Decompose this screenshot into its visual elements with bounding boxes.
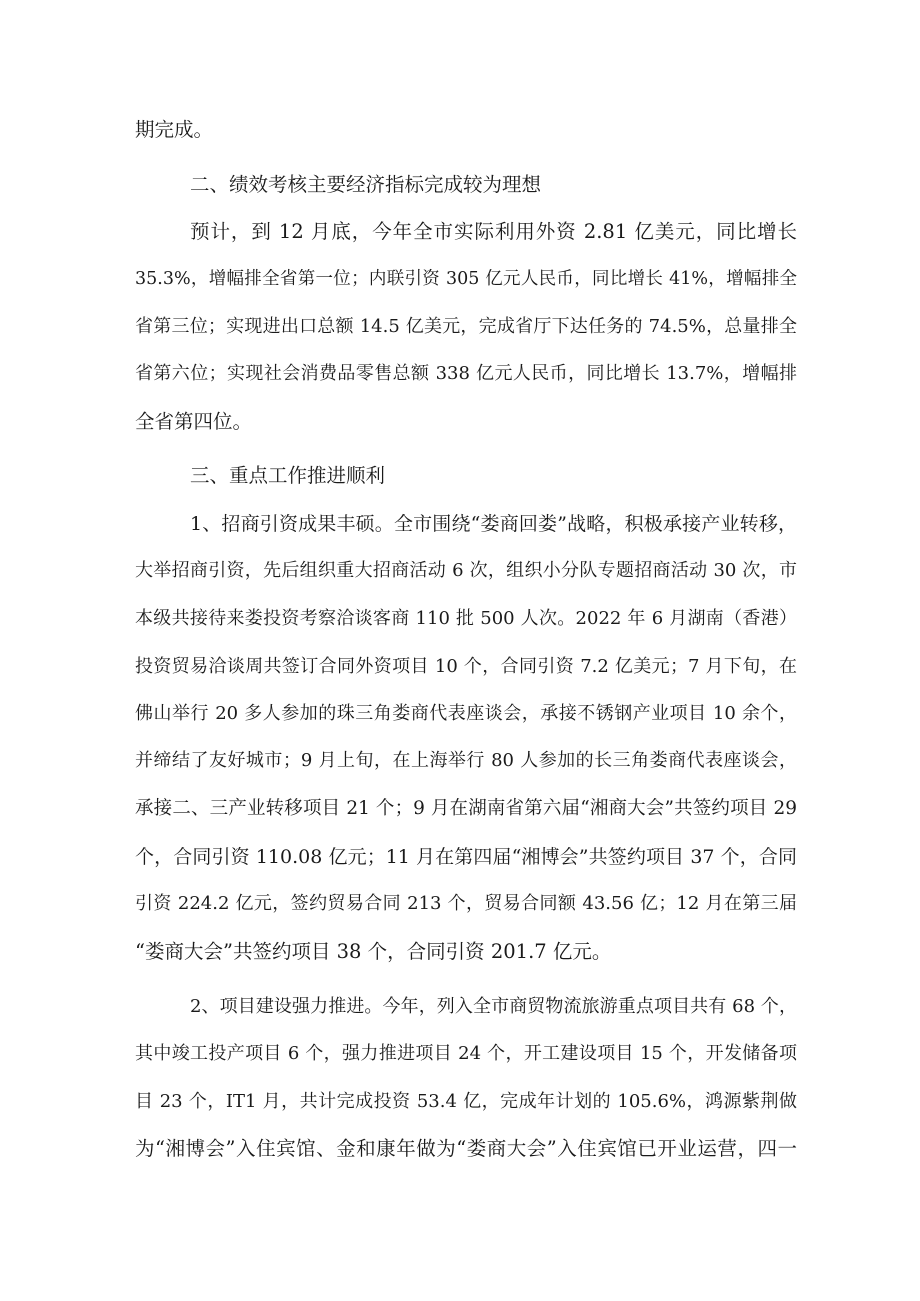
text-line-22: 为“湘博会”入住宾馆、金和康年做为“娄商大会”入住宾馆已开业运营，四一 — [135, 1137, 797, 1160]
text-line-9: 1、招商引资成果丰硕。全市围绕“娄商回娄”战略，积极承接产业转移， — [190, 513, 797, 535]
text-line-19: 2、项目建设强力推进。今年，列入全市商贸物流旅游重点项目共有 68 个， — [190, 996, 797, 1017]
text-line-20: 其中竣工投产项目 6 个，强力推进项目 24 个，开工建设项目 15 个，开发储备项 — [135, 1043, 797, 1064]
text-line-7: 全省第四位。 — [135, 410, 253, 433]
text-line-1: 期完成。 — [135, 118, 214, 141]
text-line-12: 投资贸易洽谈周共签订合同外资项目 10 个，合同引资 7.2 亿美元；7 月下旬，在 — [135, 656, 797, 677]
text-line-5: 省第三位；实现进出口总额 14.5 亿美元，完成省厅下达任务的 74.5%，总量排全 — [135, 316, 797, 337]
text-line-15: 承接二、三产业转移项目 21 个；9 月在湖南省第六届“湘商大会”共签约项目 29 — [135, 798, 797, 819]
text-line-11: 本级共接待来娄投资考察洽谈客商 110 批 500 人次。2022 年 6 月湖南（香港） — [135, 608, 797, 629]
text-line-3: 预计，到 12 月底，今年全市实际利用外资 2.81 亿美元，同比增长 — [190, 220, 797, 243]
text-line-6: 省第六位；实现社会消费品零售总额 338 亿元人民币，同比增长 13.7%，增幅排 — [135, 363, 797, 384]
text-line-4: 35.3%，增幅排全省第一位；内联引资 305 亿元人民币，同比增长 41%，增幅排全 — [135, 269, 797, 289]
text-line-16: 个，合同引资 110.08 亿元；11 月在第四届“湘博会”共签约项目 37 个，合同 — [135, 846, 797, 868]
text-line-10: 大举招商引资，先后组织重大招商活动 6 次，组织小分队专题招商活动 30 次，市 — [135, 560, 797, 581]
section-heading-2: 二、绩效考核主要经济指标完成较为理想 — [190, 173, 542, 196]
text-line-14: 并缔结了友好城市；9 月上旬，在上海举行 80 人参加的长三角娄商代表座谈会， — [135, 750, 797, 771]
text-line-13: 佛山举行 20 多人参加的珠三角娄商代表座谈会，承接不锈钢产业项目 10 余个， — [135, 703, 797, 724]
text-line-21: 目 23 个，IT1 月，共计完成投资 53.4 亿，完成年计划的 105.6%，鸿源紫荆做 — [135, 1091, 797, 1112]
text-line-17: 引资 224.2 亿元，签约贸易合同 213 个，贸易合同额 43.56 亿；12 月在第三届 — [135, 893, 797, 914]
text-line-18: “娄商大会”共签约项目 38 个，合同引资 201.7 亿元。 — [135, 940, 612, 963]
section-heading-3: 三、重点工作推进顺利 — [190, 464, 386, 487]
